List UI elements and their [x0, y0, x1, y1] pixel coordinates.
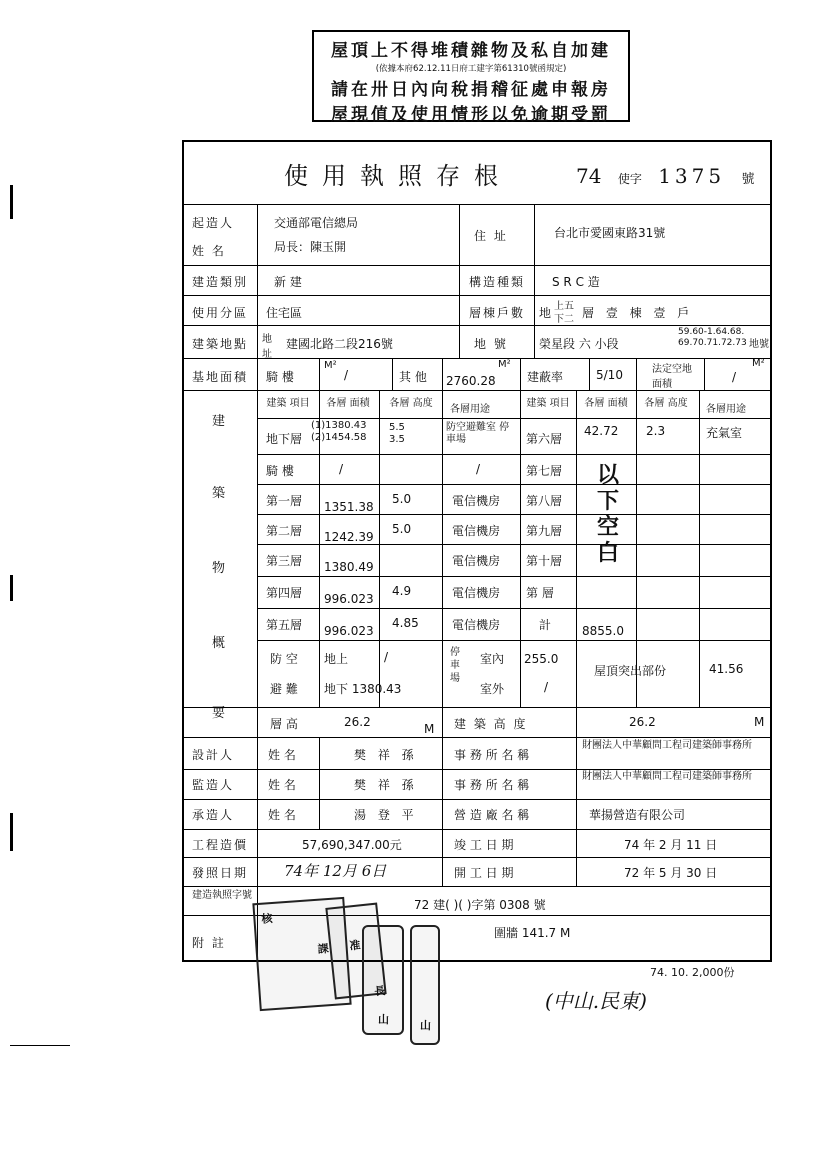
col-height-left: 各層 高度	[389, 398, 433, 409]
row-label-4f: 第四層	[266, 586, 303, 600]
structure-label: 構造種類	[469, 275, 526, 289]
shelter-under-label: 避 難	[270, 682, 298, 696]
lot-suffix: 地號	[749, 339, 769, 350]
parking-out-value: /	[544, 680, 549, 694]
applicant-name-label: 姓 名	[192, 244, 226, 258]
completed-date: 74 年 2 月 11 日	[624, 838, 718, 852]
row-area-arcade: /	[339, 462, 344, 476]
contractor-name-label: 姓 名	[268, 808, 296, 822]
floors-prefix: 地	[539, 306, 552, 320]
row-area-6f: 42.72	[584, 424, 619, 438]
roof-label: 屋頂突出部份	[594, 664, 667, 678]
row-label-nf: 第 層	[526, 586, 554, 600]
shelter-label: 防 空	[270, 652, 298, 666]
district-note: (中山.民東)	[545, 989, 647, 1013]
designer-office-label: 事 務 所 名 稱	[454, 748, 530, 762]
structure-type: S R C 造	[552, 275, 600, 289]
col-use-right: 各層用途	[706, 404, 746, 415]
issued-date: 74年 12月 6日	[284, 862, 387, 880]
other-unit: M²	[498, 359, 511, 370]
parking-out-label: 室外	[480, 682, 505, 696]
row-area-3f: 1380.49	[324, 560, 374, 574]
row-label-3f: 第三層	[266, 554, 303, 568]
form-title: 使用執照存根	[284, 162, 512, 190]
shelter-ground-val: /	[384, 650, 389, 664]
building-side-1: 建	[212, 414, 226, 429]
row-area-2f: 1242.39	[324, 530, 374, 544]
supervisor-name-label: 姓 名	[268, 778, 296, 792]
row-label-arcade: 騎 樓	[266, 464, 294, 478]
row-area-1f: 1351.38	[324, 500, 374, 514]
remarks-label: 附 註	[192, 936, 226, 950]
supervisor-office: 財團法人中華顧問工程司建築師事務所	[582, 771, 752, 782]
other-value: 2760.28	[446, 374, 496, 388]
ratio-label: 建蔽率	[527, 370, 564, 384]
cost-value: 57,690,347.00元	[302, 838, 402, 852]
contractor-firm-label: 營 造 廠 名 稱	[454, 808, 530, 822]
stories-height-unit: M	[424, 722, 435, 736]
contractor-name: 湯 登 平	[354, 808, 418, 822]
banner-line-2: (依據本府62.12.11日府工建字第61310號函規定)	[375, 64, 567, 74]
row-label-basement: 地下層	[266, 432, 303, 446]
supervisor-name: 樊 祥 孫	[354, 778, 418, 792]
permit-label: 建造執照字號	[192, 890, 252, 901]
permit-no: 1375	[658, 164, 726, 188]
supervisor-label: 監造人	[192, 778, 235, 792]
row-area-4f: 996.023	[324, 592, 374, 606]
construction-type-label: 建造類別	[192, 275, 249, 289]
permit-suffix: 號	[741, 172, 755, 187]
base-area-label: 基地面積	[192, 370, 249, 384]
other-label: 其 他	[399, 370, 427, 384]
contractor-label: 承造人	[192, 808, 235, 822]
building-side-2: 築	[212, 486, 226, 501]
scan-edge-mark	[10, 1045, 70, 1046]
lot-numbers: 59.60-1.64.68. 69.70.71.72.73	[678, 327, 747, 348]
building-side-3: 物	[212, 561, 226, 576]
site-address: 建國北路二段216號	[286, 337, 393, 351]
stories-height-value: 26.2	[344, 715, 371, 729]
designer-office: 財團法人中華顧問工程司建築師事務所	[582, 740, 752, 751]
banner-line-1: 屋頂上不得堆積雜物及私自加建	[331, 41, 611, 61]
banner-line-4: 屋現值及使用情形以免逾期受罰	[331, 105, 611, 125]
zone-value: 住宅區	[266, 306, 303, 320]
designer-name-label: 姓 名	[268, 748, 296, 762]
col-area-right: 各層 面積	[584, 398, 628, 409]
permit-ref: 72 建( )( )字第 0308 號	[414, 898, 546, 912]
stamp-text: 山	[378, 1013, 389, 1026]
construction-type: 新 建	[274, 275, 302, 289]
arcade-unit: M²	[324, 360, 337, 371]
district-seal	[362, 925, 404, 1035]
col-item-left: 建築 項目	[266, 398, 310, 409]
row-label-7f: 第七層	[526, 464, 563, 478]
stamp-text: 長	[373, 984, 386, 999]
row-height-2f: 5.0	[392, 522, 412, 536]
stories-height-label: 層 高	[270, 717, 298, 731]
started-label: 開 工 日 期	[454, 866, 514, 880]
col-height-right: 各層 高度	[644, 398, 688, 409]
shelter-under: 地下 1380.43	[324, 682, 402, 696]
row-area-total: 8855.0	[582, 624, 624, 638]
row-use-basement: 防空避難室 停車場	[446, 422, 510, 445]
arcade-label: 騎 樓	[266, 370, 294, 384]
remarks-value: 圍牆 141.7 M	[494, 926, 571, 940]
row-label-total: 計	[539, 618, 552, 632]
floors-up: 上五	[554, 301, 574, 312]
bldg-height-unit: M	[754, 715, 765, 729]
col-item-right: 建築 項目	[526, 398, 570, 409]
row-use-6f: 充氣室	[706, 426, 743, 440]
floors-label: 層棟戶數	[469, 306, 526, 320]
col-area-left: 各層 面積	[326, 398, 370, 409]
row-use-arcade: /	[476, 462, 481, 476]
open-space-value: /	[732, 370, 737, 384]
applicant-address: 台北市愛國東路31號	[554, 226, 666, 240]
supervisor-office-label: 事 務 所 名 稱	[454, 778, 530, 792]
stamp-text: 准	[348, 938, 362, 953]
applicant-label: 起造人	[192, 216, 235, 230]
arcade-value: /	[344, 368, 349, 382]
building-side-5: 要	[212, 706, 226, 721]
row-height-1f: 5.0	[392, 492, 412, 506]
scan-edge-mark	[10, 813, 13, 851]
site-addr-label: 地址	[262, 334, 272, 360]
row-label-10f: 第十層	[526, 554, 563, 568]
row-height-4f: 4.9	[392, 584, 412, 598]
lot-section: 榮星段 六 小段	[539, 337, 619, 351]
row-height-6f: 2.3	[646, 424, 666, 438]
row-area-basement: (1)1380.43 (2)1454.58	[311, 420, 367, 443]
row-label-1f: 第一層	[266, 494, 303, 508]
shelter-ground: 地上	[324, 652, 349, 666]
open-space-unit: M²	[752, 358, 765, 369]
row-label-6f: 第六層	[526, 432, 563, 446]
ratio-value: 5/10	[596, 368, 623, 382]
lot-label: 地 號	[474, 337, 508, 351]
site-label: 建築地點	[192, 337, 249, 351]
row-height-5f: 4.85	[392, 616, 419, 630]
building-side-4: 概	[212, 636, 226, 651]
cost-label: 工程造價	[192, 838, 249, 852]
floors-down: 下二	[554, 314, 574, 325]
zone-label: 使用分區	[192, 306, 249, 320]
open-space-label: 法定空地面積	[652, 364, 692, 390]
row-use-4f: 電信機房	[452, 586, 501, 600]
row-use-3f: 電信機房	[452, 554, 501, 568]
floors-rest: 層 壹 棟 壹 戶	[582, 306, 694, 320]
completed-label: 竣 工 日 期	[454, 838, 514, 852]
parking-in-label: 室內	[480, 652, 505, 666]
scan-edge-mark	[10, 185, 13, 219]
handwritten-blank-note: 以下空白	[596, 462, 619, 566]
permit-type: 使字	[617, 172, 642, 186]
stamp-text: 核	[261, 911, 273, 926]
scan-edge-mark	[10, 575, 13, 601]
parking-label: 停車場	[450, 647, 460, 684]
started-date: 72 年 5 月 30 日	[624, 866, 718, 880]
row-use-1f: 電信機房	[452, 494, 501, 508]
contractor-firm: 華揚營造有限公司	[589, 808, 686, 822]
row-label-9f: 第九層	[526, 524, 563, 538]
permit-form	[182, 140, 772, 962]
stamp-text: 課	[317, 942, 330, 956]
row-use-2f: 電信機房	[452, 524, 501, 538]
stamp-text: 山	[420, 1019, 431, 1032]
banner-line-3: 請在卅日內向稅捐稽征處申報房	[331, 80, 611, 100]
issued-label: 發照日期	[192, 866, 249, 880]
row-use-5f: 電信機房	[452, 618, 501, 632]
row-height-basement: 5.5 3.5	[389, 422, 405, 445]
parking-in-value: 255.0	[524, 652, 559, 666]
row-label-8f: 第八層	[526, 494, 563, 508]
row-label-2f: 第二層	[266, 524, 303, 538]
print-note: 74. 10. 2,000份	[650, 966, 735, 979]
applicant-person: 局長：陳玉開	[274, 240, 347, 254]
row-area-5f: 996.023	[324, 624, 374, 638]
permit-year: 74	[576, 164, 602, 188]
designer-label: 設計人	[192, 748, 235, 762]
notice-banner	[312, 30, 630, 125]
district-seal	[410, 925, 440, 1045]
designer-name: 樊 祥 孫	[354, 748, 418, 762]
applicant-org: 交通部電信總局	[274, 216, 359, 230]
bldg-height-value: 26.2	[629, 715, 656, 729]
col-use-left: 各層用途	[450, 404, 490, 415]
address-label: 住 址	[474, 229, 508, 243]
row-label-5f: 第五層	[266, 618, 303, 632]
bldg-height-label: 建 築 高 度	[454, 717, 528, 731]
permit-number	[576, 164, 764, 188]
roof-value: 41.56	[709, 662, 744, 676]
